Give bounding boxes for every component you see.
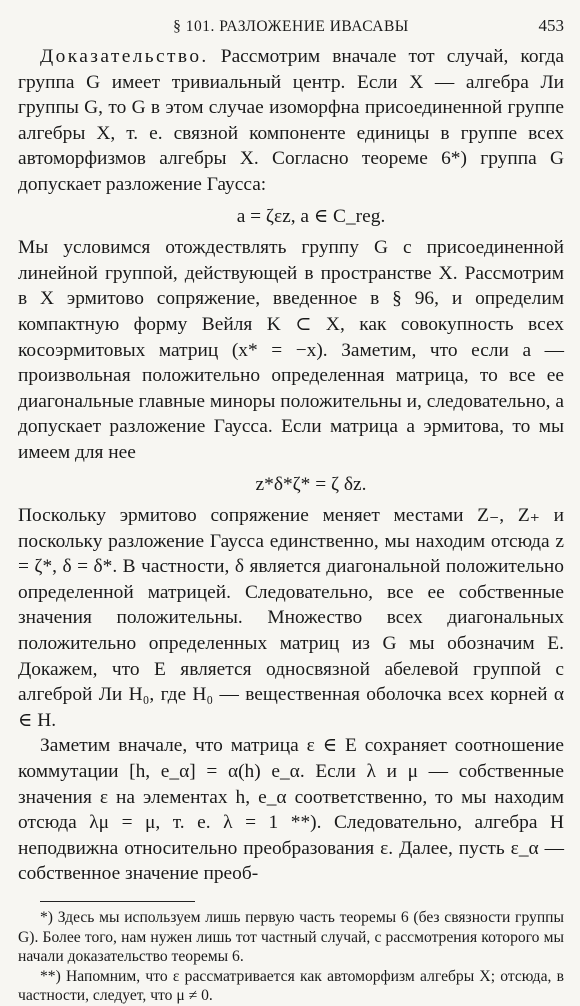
paragraph-commutation: Заметим вначале, что матрица ε ∈ E сохраняет соотношение коммутации [h, e_α] = α(h) e_α. Если λ и μ — собственные значения ε на элементах h, e_α соответственно, то мы находим отсюда λμ = μ, т. е. λ = 1 **). Следовательно, алгебра H неподвижна относительно преобразования ε. Далее, пусть ε_α — собственное значение преоб-	[18, 735, 564, 885]
paragraph-text: Рассмотрим вначале тот случай, когда группа G имеет тривиальный центр. Если X — алгебра Ли группы G, то G в этом случае изоморфна присоединенной группе алгебры X, т. е. связной компоненте единицы в группе всех автоморфизмов алгебры X. Согласно теореме 6*) группа G допускает разложение Гаусса:	[18, 46, 564, 195]
paragraph-hermitian: Мы условимся отождествлять группу G с присоединенной линейной группой, действующей в пространстве X. Рассмотрим в X эрмитово сопряжение, введенное в § 96, и определим компактную форму Вейля K ⊂ X, как совокупность всех косоэрмитовых матриц (x* = −x). Заметим, что если a — произвольная положительно определенная матрица, то все ее диагональные главные миноры положительны и, следовательно, a допускает разложение Гаусса. Если матрица a эрмитова, то мы имеем для нее	[18, 237, 564, 463]
footnote-2: **) Напомним, что ε рассматривается как автоморфизм алгебры X; отсюда, в частности, следует, что μ ≠ 0.	[18, 967, 564, 1005]
footnote-1: *) Здесь мы используем лишь первую часть теоремы 6 (без связности группы G). Более того, нам нужен лишь тот частный случай, с рассмотрения которого мы начали доказательство теоремы 6.	[18, 909, 564, 966]
section-title: § 101. РАЗЛОЖЕНИЕ ИВАСАВЫ	[173, 18, 409, 35]
formula-hermitian: z*δ*ζ* = ζ δz.	[255, 473, 367, 495]
running-header	[18, 14, 564, 44]
page-number: 453	[538, 16, 564, 35]
proof-lead: Доказательство.	[40, 46, 209, 67]
formula-gauss: a = ζεz, a ∈ C_reg.	[236, 205, 386, 227]
footnote-divider	[40, 901, 195, 902]
main-text	[18, 44, 564, 887]
paragraph-diagonal: Поскольку эрмитово сопряжение меняет местами Z₋, Z₊ и поскольку разложение Гаусса единственно, мы находим отсюда z = ζ*, δ = δ*. В частности, δ является диагональной положительно определенной матрицей. Следовательно, все ее собственные значения положительны. Множество всех диагональных положительно определенных матриц из G мы обозначим E. Докажем, что E является односвязной абелевой группой с алгеброй Ли H₀, где H₀ — вещественная оболочка всех корней α ∈ H.	[18, 505, 564, 731]
paragraph-proof	[18, 44, 564, 198]
